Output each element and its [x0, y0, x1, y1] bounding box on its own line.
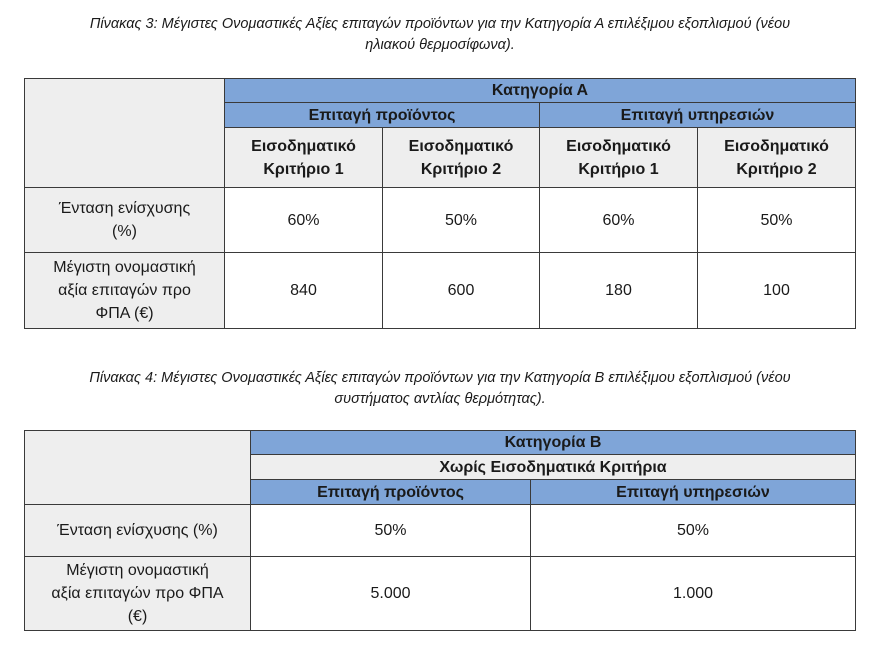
- table3-row2-label: [25, 253, 225, 329]
- table-cell: 840: [225, 253, 383, 329]
- row-label-line2: αξία επιταγών προ: [58, 282, 191, 299]
- table3-caption-line2: ηλιακού θερμοσίφωνα).: [365, 37, 515, 53]
- table-cell: 50%: [251, 505, 531, 557]
- table4-row1-label: Ένταση ενίσχυσης (%): [25, 505, 251, 557]
- row-label-line1: Μέγιστη ονομαστική: [66, 562, 209, 579]
- table-row: [25, 557, 856, 631]
- criterion-label-line1: Εισοδηματικό: [251, 137, 356, 155]
- table-cell: 1.000: [531, 557, 856, 631]
- table3-category-header: Κατηγορία Α: [225, 79, 856, 103]
- row-label-line1: Ένταση ενίσχυσης: [58, 200, 191, 217]
- table-row: [25, 188, 856, 253]
- table4-caption-line1: Πίνακας 4: Μέγιστες Ονομαστικές Αξίες επιταγών προϊόντων για την Κατηγορία Β επιλέξιμου εξοπλισμού (νέου: [89, 370, 791, 386]
- criterion-label-line1: Εισοδηματικό: [724, 137, 829, 155]
- table-cell: 60%: [225, 188, 383, 253]
- table3: [24, 78, 856, 329]
- criterion-label-line2: Κριτήριο 2: [736, 160, 817, 178]
- criterion-label-line2: Κριτήριο 1: [578, 160, 659, 178]
- table4-no-income-criteria-header: Χωρίς Εισοδηματικά Κριτήρια: [251, 455, 856, 480]
- criterion-label-line1: Εισοδηματικό: [566, 137, 671, 155]
- table3-criterion2-product: [383, 128, 540, 188]
- row-label-line2: αξία επιταγών προ ΦΠΑ: [51, 585, 224, 602]
- table4-category-header: Κατηγορία Β: [251, 431, 856, 455]
- table-cell: 5.000: [251, 557, 531, 631]
- table-cell: 50%: [698, 188, 856, 253]
- table3-caption-line1: Πίνακας 3: Μέγιστες Ονομαστικές Αξίες επιταγών προϊόντων για την Κατηγορία Α επιλέξιμου εξοπλισμού (νέου: [89, 16, 791, 32]
- table3-product-voucher-header: Επιταγή προϊόντος: [225, 103, 540, 128]
- table4-corner-cell: [25, 431, 251, 505]
- table-cell: 180: [540, 253, 698, 329]
- criterion-label-line1: Εισοδηματικό: [408, 137, 514, 155]
- table3-criterion1-service: [540, 128, 698, 188]
- table-cell: 600: [383, 253, 540, 329]
- row-label-line3: (€): [127, 608, 148, 625]
- table3-row1-label: [25, 188, 225, 253]
- row-label-line1: Μέγιστη ονομαστική: [53, 259, 196, 276]
- row-label-line2: (%): [112, 223, 137, 240]
- table-row: [25, 253, 856, 329]
- table-cell: 60%: [540, 188, 698, 253]
- table-cell: 50%: [531, 505, 856, 557]
- table3-caption: [24, 14, 856, 56]
- criterion-label-line2: Κριτήριο 1: [263, 160, 344, 178]
- table3-criterion2-service: [698, 128, 856, 188]
- table4-caption: [24, 368, 856, 410]
- table3-corner-cell: [25, 79, 225, 188]
- table4-service-voucher-header: Επιταγή υπηρεσιών: [531, 480, 856, 505]
- table3-service-voucher-header: Επιταγή υπηρεσιών: [540, 103, 856, 128]
- table4: [24, 430, 856, 631]
- table4-product-voucher-header: Επιταγή προϊόντος: [251, 480, 531, 505]
- table-cell: 50%: [383, 188, 540, 253]
- criterion-label-line2: Κριτήριο 2: [420, 160, 502, 178]
- table4-caption-line2: συστήματος αντλίας θερμότητας).: [334, 391, 546, 407]
- row-label-line3: ΦΠΑ (€): [95, 305, 154, 322]
- table-cell: 100: [698, 253, 856, 329]
- table3-criterion1-product: [225, 128, 383, 188]
- table-row: [25, 505, 856, 557]
- table4-row2-label: [25, 557, 251, 631]
